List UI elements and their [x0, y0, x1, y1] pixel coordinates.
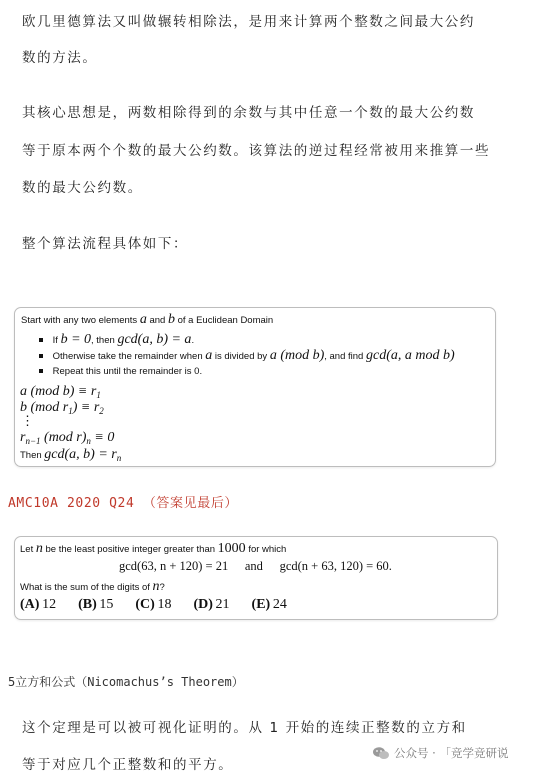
euclid-vdots: ⋮ — [21, 413, 34, 428]
wechat-icon — [372, 746, 390, 760]
flow-intro: 整个算法流程具体如下： — [22, 236, 189, 252]
euclid-eq-2: b (mod r1) ≡ r2 — [20, 400, 104, 416]
choice-c[interactable]: (C) 18 — [135, 597, 172, 612]
euclid-heading: Start with any two elements a and b of a Euclidean Domain — [21, 312, 274, 327]
core-line-2: 等于原本两个个数的最大公约数。该算法的逆过程经常被用来推算一些 — [22, 143, 491, 159]
bullet-icon — [39, 354, 43, 358]
choice-e[interactable]: (E) 24 — [251, 597, 287, 612]
problem-question: What is the sum of the digits of n? — [20, 579, 165, 594]
amc-problem-title: AMC10A 2020 Q24 （答案见最后） — [8, 496, 239, 511]
watermark-source: 公众号 · 「竞学竞研说 — [394, 746, 509, 760]
wechat-watermark — [372, 745, 508, 761]
problem-statement: Let n be the least positive integer greater than 1000 for which — [20, 541, 287, 556]
euclid-final: Then gcd(a, b) = rn — [20, 447, 122, 463]
choice-b[interactable]: (B) 15 — [78, 597, 114, 612]
amc-problem-box — [14, 536, 498, 620]
intro-line-2: 数的方法。 — [22, 50, 98, 66]
answer-choices — [20, 597, 287, 613]
section-5-heading: 5立方和公式（Nicomachus’s Theorem） — [8, 675, 244, 689]
euclid-bullet-2: Otherwise take the remainder when a is divided by a (mod b), and find gcd(a, a mod b) — [39, 348, 455, 364]
euclid-algorithm-box — [14, 307, 496, 467]
euclid-bullet-1: If b = 0, then gcd(a, b) = a. — [39, 332, 194, 348]
choice-a[interactable]: (A) 12 — [20, 597, 57, 612]
euclid-eq-3: rn−1 (mod r)n ≡ 0 — [20, 430, 115, 446]
euclid-eq-1: a (mod b) ≡ r1 — [20, 384, 101, 400]
core-line-3: 数的最大公约数。 — [22, 180, 143, 196]
bullet-icon — [39, 369, 43, 373]
problem-equations: gcd(63, n + 120) = 21 and gcd(n + 63, 120) = 60. — [119, 559, 392, 573]
core-line-1: 其核心思想是，两数相除得到的余数与其中任意一个数的最大公约数 — [22, 105, 475, 121]
theorem-line-2: 等于对应几个正整数和的平方。 — [22, 757, 234, 773]
choice-d[interactable]: (D) 21 — [193, 597, 230, 612]
euclid-bullet-3: Repeat this until the remainder is 0. — [39, 366, 202, 377]
bullet-icon — [39, 338, 43, 342]
theorem-line-1: 这个定理是可以被可视化证明的。从 1 开始的连续正整数的立方和 — [22, 720, 467, 736]
intro-line-1: 欧几里德算法又叫做辗转相除法，是用来计算两个整数之间最大公约 — [22, 14, 475, 30]
